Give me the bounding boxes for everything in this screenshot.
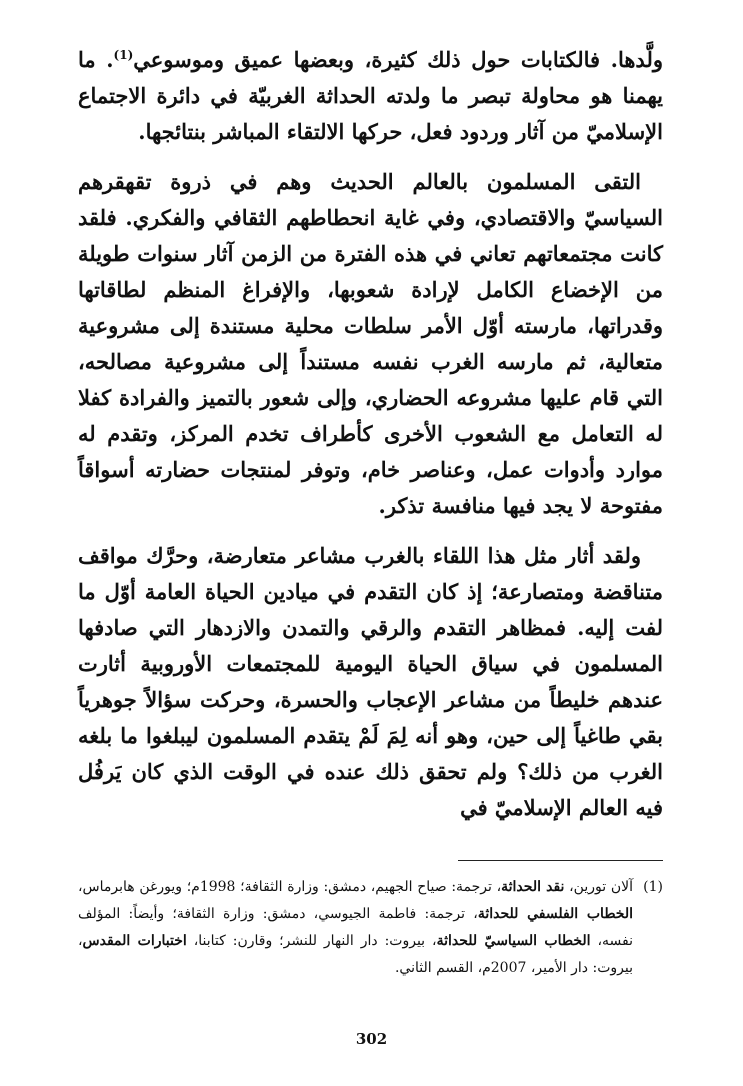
footnote-reference: (1) [113,48,134,62]
footnote-number: (1) [643,879,663,895]
footnote-divider [458,860,663,861]
footnote-title-1: نقد الحداثة [501,879,565,895]
footnote-text-2: ، ترجمة: صياح الجهيم، دمشق: وزارة الثقافة؛ 1998م؛ ويورغن هابرماس، [78,879,502,895]
footnote-title-2: الخطاب الفلسفي للحداثة [477,906,633,922]
footnote-title-4: اختبارات المقدس [82,933,187,949]
footnote-title-3: الخطاب السياسيّ للحداثة [436,933,591,949]
body-text [78,42,663,826]
paragraph-1-end: . ما يهمنا هو محاولة تبصر ما ولدته الحداثة الغربيّة في دائرة الاجتماع الإسلاميّ من آثار وردود فعل، حركها الالتقاء المباشر بنتائجها. [78,47,663,144]
footnote-1 [78,874,663,982]
footnote-text-3: ، ترجمة: فاطمة الجيوسي، دمشق: وزارة الثقافة؛ وأيضاً: المؤلف نفسه، [78,906,634,949]
footnote-text-5: ، بيروت: دار الأمير، 2007م، القسم الثاني. [78,933,633,976]
footnotes [78,874,663,982]
footnote-text-1: آلان تورين، [564,879,633,895]
footnote-text-4: ، بيروت: دار النهار للنشر؛ وقارن: كتابنا، [186,933,437,949]
paragraph-2: التقى المسلمون بالعالم الحديث وهم في ذروة تقهقرهم السياسيّ والاقتصادي، وفي غاية انحطاطهم الثقافي والفكري. فلقد كانت مجتمعاتهم تعاني في هذه الفترة من الزمن آثار سنوات طويلة من الإخضاع الكامل لإرادة شعوبها، والإفراغ المنظم لطاقاتها وقدراتها، مارسته أوّل الأمر سلطات محلية مستندة إلى مشروعية متعالية، ثم مارسه الغرب نفسه مستنداً إلى مشروعية مصالحه، التي قام عليها مشروعه الحضاري، وإلى شعور بالتميز والفرادة كفلا له التعامل مع الشعوب الأخرى كأطراف تخدم المركز، وتقدم له موارد وأدوات عمل، وعناصر خام، وتوفر لمنتجات حضارته أسواقاً مفتوحة لا يجد فيها منافسة تذكر. [78,169,663,518]
paragraph-1-start: ولَّدها. فالكتابات حول ذلك كثيرة، وبعضها عميق وموسوعي [133,47,663,72]
paragraph-1 [78,42,663,150]
page-number: 302 [355,1030,388,1048]
paragraph-3: ولقد أثار مثل هذا اللقاء بالغرب مشاعر متعارضة، وحرَّك مواقف متناقضة ومتصارعة؛ إذ كان التقدم في ميادين الحياة العامة أوّل ما لفت إليه. فمظاهر التقدم والرقي والتمدن والازدهار التي صادفها المسلمون في سياق الحياة اليومية للمجتمعات الأوروبية أثارت عندهم خليطاً من مشاعر الإعجاب والحسرة، وحركت سؤالاً جوهرياً بقي طاغياً إلى حين، وهو أنه لِمَ لَمْ يتقدم المسلمون ليبلغوا ما بلغه الغرب من ذلك؟ ولم تحقق ذلك عنده في الوقت الذي كان يَرفُل فيه العالم الإسلاميّ في [78,543,664,820]
